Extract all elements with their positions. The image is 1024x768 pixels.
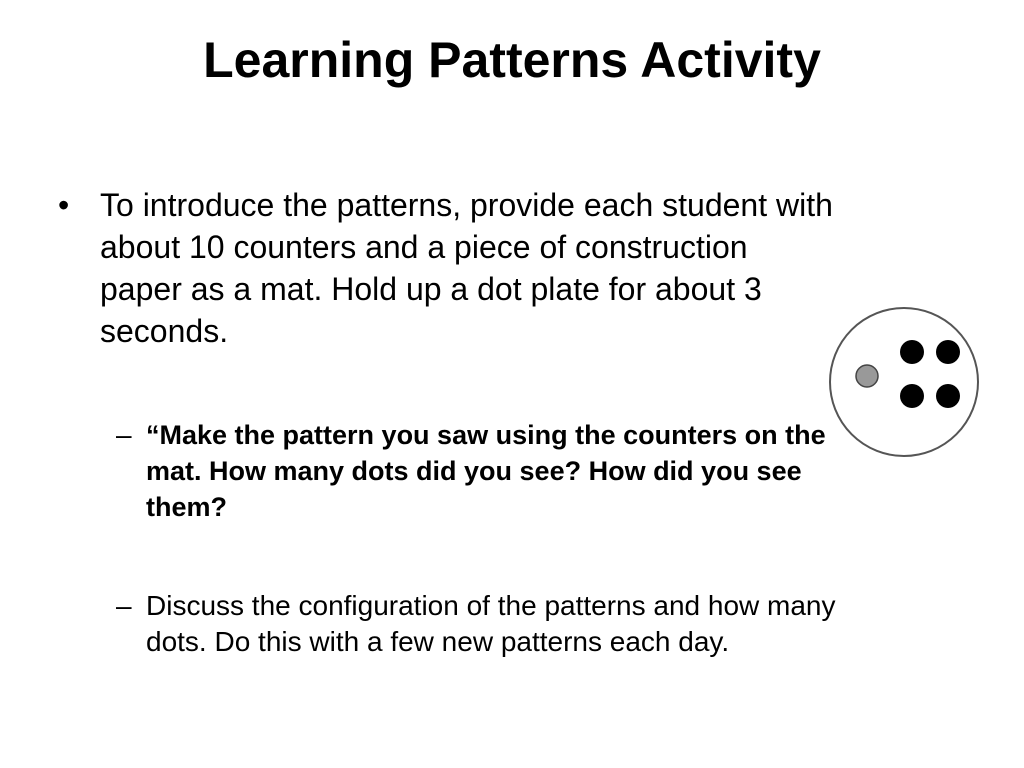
main-bullet-text: To introduce the patterns, provide each student with about 10 counters and a piece of construction paper as a mat. Hold up a dot plate for about 3 seconds.: [100, 187, 833, 349]
bullet-marker: •: [58, 187, 70, 223]
slide-title: Learning Patterns Activity: [203, 32, 821, 88]
dash-marker: –: [116, 590, 132, 621]
black-dot: [900, 340, 924, 364]
dot-plate-image: [826, 304, 982, 460]
black-dot: [936, 340, 960, 364]
main-bullet: [58, 184, 838, 352]
gray-dot: [856, 365, 878, 387]
sub-bullet-2: [116, 588, 836, 660]
black-dot: [900, 384, 924, 408]
sub-bullet-2-text: Discuss the configuration of the patterns and how many dots. Do this with a few new patterns each day.: [146, 590, 836, 657]
plate-circle: [830, 308, 978, 456]
sub-bullet-1-text: “Make the pattern you saw using the counters on the mat. How many dots did you see? How did you see them?: [146, 420, 826, 522]
black-dot: [936, 384, 960, 408]
sub-bullet-1: [116, 417, 836, 525]
dash-marker: –: [116, 419, 132, 450]
